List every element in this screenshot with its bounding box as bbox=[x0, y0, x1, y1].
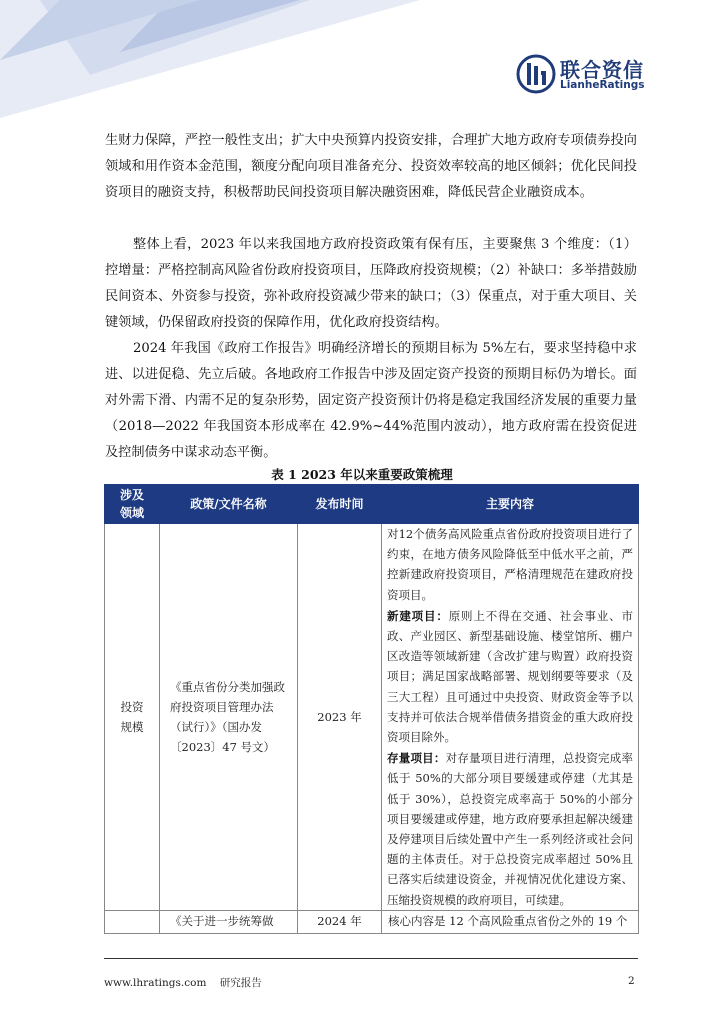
row1-content-intro: 对12个债务高风险重点省份政府投资项目进行了约束，在地方债务风险降低至中低水平之前，严控新建政府投资项目，严格清理规范在建政府投资项目。 bbox=[387, 527, 633, 602]
stock-project-label: 存量项目： bbox=[387, 751, 446, 766]
row2-area bbox=[105, 910, 160, 933]
row2-policy: 《关于进一步统筹做 bbox=[160, 910, 298, 933]
paragraph-1: 生财力保障，严控一般性支出；扩大中央预算内投资安排，合理扩大地方政府专项债券投向领域和用作资本金范围，额度分配向项目准备充分、投资效率较高的地区倾斜；优化民间投资项目的融资支持，积极帮助民间投资项目解决融资困难，降低民营企业融资成本。 bbox=[105, 133, 637, 200]
policy-table bbox=[104, 484, 639, 934]
header-area: 涉及领域 bbox=[105, 485, 160, 524]
paragraph-2: 整体上看，2023 年以来我国地方政府投资政策有保有压，主要聚焦 3 个维度：（1）控增量：严格控制高风险省份政府投资项目，压降政府投资规模；（2）补缺口：多举措鼓励民间资本、外资参与投资，弥补政府投资减少带来的缺口；（3）保重点，对于重大项目、关键领域，仍保留政府投资的保障作用，优化政府投资结构。 bbox=[105, 237, 637, 330]
logo-english-text: LianheRatings bbox=[560, 79, 645, 91]
row1-area: 投资规模 bbox=[105, 524, 160, 911]
row2-date: 2024 年 bbox=[298, 910, 382, 933]
page-number: 2 bbox=[628, 975, 635, 987]
header-policy: 政策/文件名称 bbox=[160, 485, 298, 524]
row1-content bbox=[382, 524, 639, 911]
paragraph-3: 2024 年我国《政府工作报告》明确经济增长的预期目标为 5%左右，要求坚持稳中求进、以进促稳、先立后破。各地政府工作报告中涉及固定资产投资的预期目标仍为增长。面对外需下滑、内需不足的复杂形势，固定资产投资预计仍将是稳定我国经济发展的重要力量（2018—2022 年我国资本形成率在 42.9%~44%范围内波动），地方政府需在投资促进及控制债务中谋求动态平衡。 bbox=[105, 341, 637, 460]
table-caption: 表 1 2023 年以来重要政策梳理 bbox=[271, 467, 453, 482]
row1-policy: 《重点省份分类加强政府投资项目管理办法（试行）》（国办发〔2023〕47 号文） bbox=[160, 524, 298, 911]
new-project-text: 原则上不得在交通、社会事业、市政、产业园区、新型基础设施、楼堂馆所、棚户区改造等领域新建（含改扩建与购置）政府投资项目；满足国家战略部署、规划纲要等要求（及三大工程）且可通过中央投资、财政资金等予以支持并可依法合规举借债务措资金的重大政府投资项目除外。 bbox=[387, 608, 634, 745]
row2-content: 核心内容是 12 个高风险重点省份之外的 19 个 bbox=[382, 910, 639, 933]
table-row bbox=[105, 910, 639, 933]
lianhe-logo-icon bbox=[516, 54, 556, 94]
row1-date: 2023 年 bbox=[298, 524, 382, 911]
table-header-row bbox=[105, 485, 639, 524]
footer-divider bbox=[104, 958, 638, 959]
footer-website-link[interactable]: www.lhratings.com bbox=[104, 977, 207, 989]
footer-report-type: 研究报告 bbox=[219, 977, 262, 989]
header-date: 发布时间 bbox=[298, 485, 382, 524]
logo-chinese-text: 联合资信 bbox=[560, 58, 644, 82]
row1-content-stock bbox=[387, 748, 633, 910]
footer-info bbox=[104, 975, 262, 990]
stock-project-text: 对存量项目进行清理，总投资完成率低于 50%的大部分项目要缓建或停建（尤其是低于 30%），总投资完成率高于 50%的小部分项目要缓建或停建，地方政府要承担起解决缓建及停建项目后续处置中产生一系列经济或社会问题的主体责任。对于总投资完成率超过 50%且已落实后续建设资金，并视情况优化建设方案、压缩投资规模的政府项目，可续建。 bbox=[387, 751, 633, 907]
new-project-label: 新建项目： bbox=[387, 608, 449, 623]
lianhe-logo bbox=[516, 52, 646, 96]
table-row bbox=[105, 524, 639, 911]
row1-content-new bbox=[387, 606, 633, 747]
header-content: 主要内容 bbox=[382, 485, 639, 524]
